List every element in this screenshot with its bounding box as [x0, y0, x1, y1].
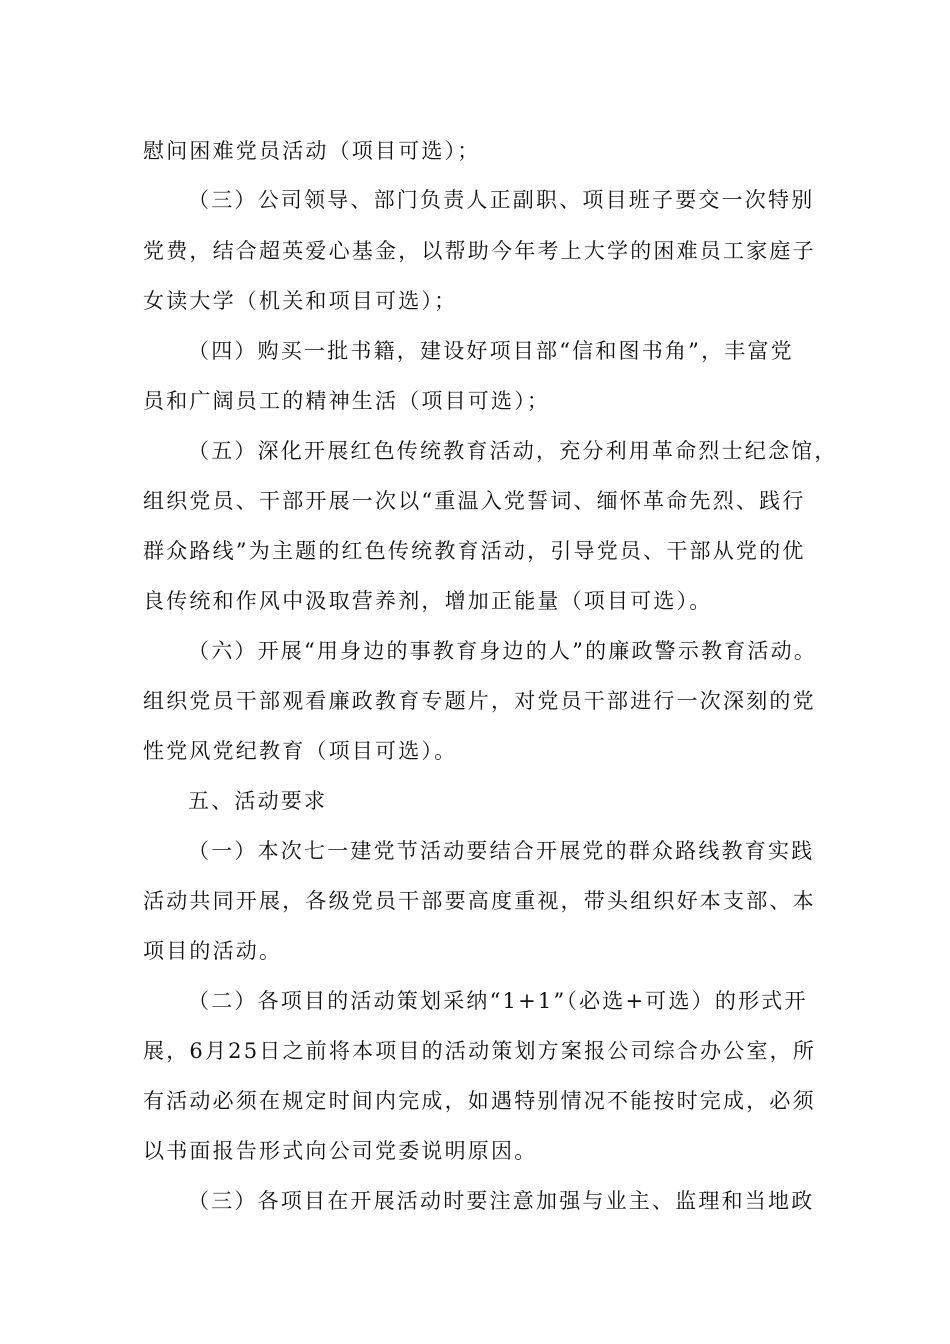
text-line: （二）各项目的活动策划采纳“1+1”（必选+可选）的形式开: [188, 989, 808, 1013]
text-line: 良传统和作风中汲取营养剂，增加正能量（项目可选）。: [143, 589, 713, 613]
text-line: （三）各项目在开展活动时要注意加强与业主、监理和当地政: [188, 1189, 815, 1213]
text-line: 以书面报告形式向公司党委说明原因。: [143, 1139, 538, 1163]
text-line: 组织党员干部观看廉政教育专题片，对党员干部进行一次深刻的党: [143, 689, 816, 713]
text-line: （六）开展“用身边的事教育身边的人”的廉政警示教育活动。: [188, 639, 818, 663]
text-line: （一）本次七一建党节活动要结合开展党的群众路线教育实践: [188, 839, 815, 863]
text-line: 活动共同开展，各级党员干部要高度重视，带头组织好本支部、本: [143, 889, 816, 913]
text-line: 群众路线”为主题的红色传统教育活动，引导党员、干部从党的优: [143, 539, 806, 563]
text-line: 女读大学（机关和项目可选）；: [143, 289, 458, 313]
text-line: 性党风党纪教育（项目可选）。: [143, 739, 458, 763]
text-line: 员和广阔员工的精神生活（项目可选）；: [143, 389, 551, 413]
text-line: （三）公司领导、部门负责人正副职、项目班子要交一次特别: [188, 188, 815, 212]
text-line: 慰问困难党员活动（项目可选）；: [143, 139, 481, 163]
text-line: 有活动必须在规定时间内完成，如遇特别情况不能按时完成，必须: [143, 1089, 816, 1113]
text-line: 项目的活动。: [143, 939, 283, 963]
section-heading: 五、活动要求: [188, 789, 328, 813]
text-line: 展，6月25日之前将本项目的活动策划方案报公司综合办公室，所: [143, 1039, 817, 1063]
text-line: （四）购买一批书籍，建设好项目部“信和图书角”，丰富党: [188, 339, 794, 363]
text-line: 党费，结合超英爱心基金，以帮助今年考上大学的困难员工家庭子: [143, 239, 816, 263]
text-line: （五）深化开展红色传统教育活动，充分利用革命烈士纪念馆，: [188, 439, 838, 463]
text-line: 组织党员、干部开展一次以“重温入党誓词、缅怀革命先烈、践行: [143, 489, 806, 513]
